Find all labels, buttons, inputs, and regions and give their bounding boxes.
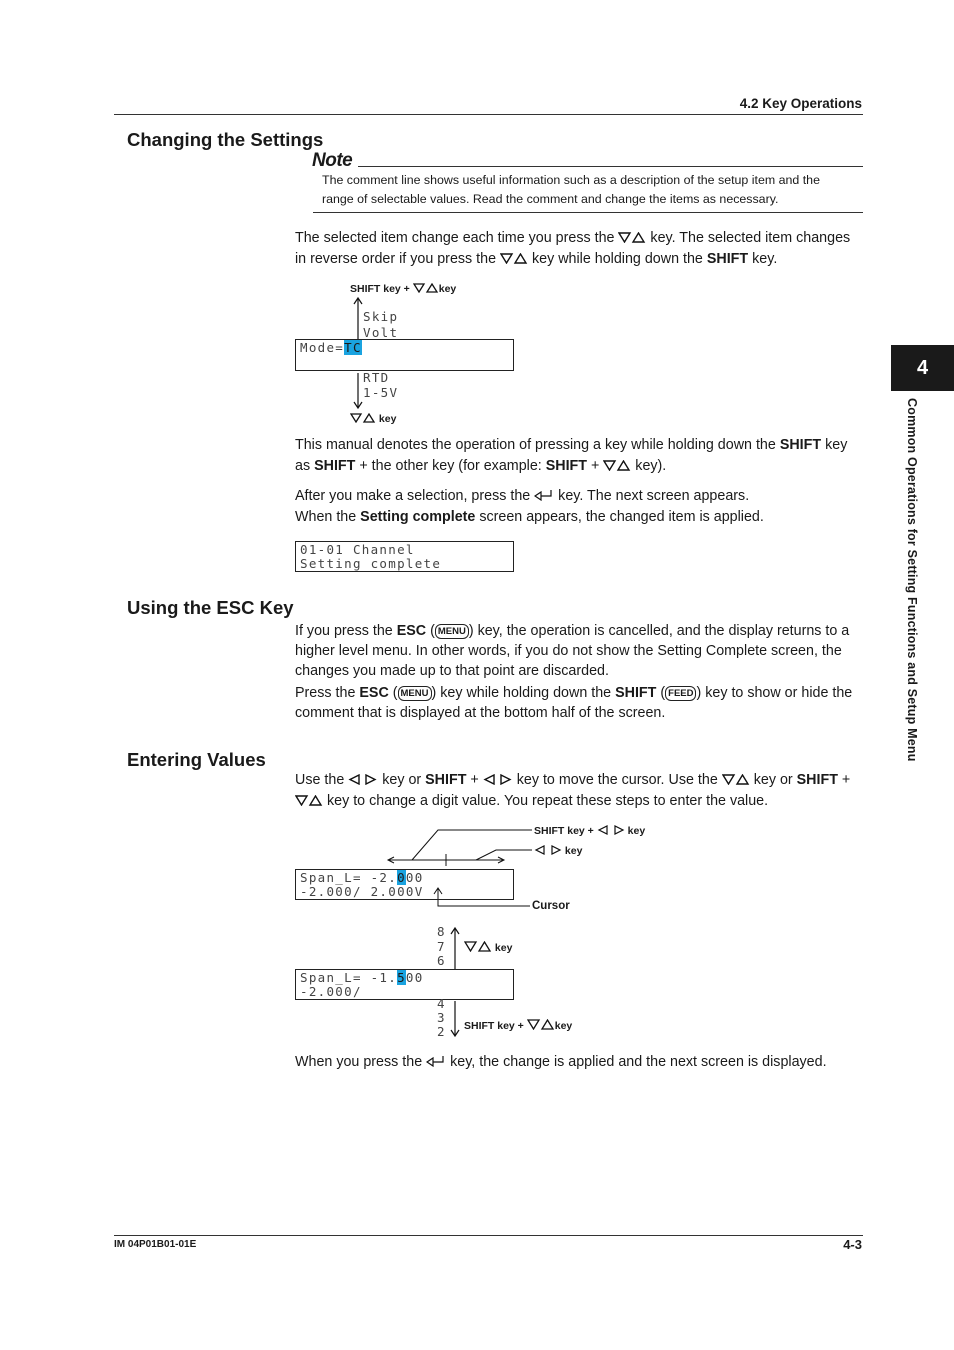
paragraph-apply-change: When you press the key, the change is applied and the next screen is displayed. [295, 1054, 827, 1070]
chapter-side-title: Common Operations for Setting Functions and Setup Menu [905, 398, 919, 762]
footer-rule [114, 1235, 863, 1236]
down-up-keys-icon [603, 458, 631, 474]
note-text: The comment line shows useful information such as a description of the setup item and the range of selectable values. Read the comment and change the items as necessary. [322, 173, 820, 206]
digit-below-1: 4 [437, 996, 446, 1011]
enter-key-icon [534, 488, 554, 504]
digit-above-3: 6 [437, 953, 446, 968]
menu-key-icon: MENU [435, 624, 469, 639]
paragraph-esc-cancel: If you press the ESC ( MENU ) key, the operation is cancelled, and the display returns to a higher level menu. In other words, if you do not show the Setting Complete screen, the changes you made up to that point are discarded. [295, 623, 850, 679]
paragraph-select-item: The selected item change each time you press the key. The selected item changes in reverse order if you press the key while holding down the SHIFT key. [295, 230, 851, 267]
cursor-digit: 0 [397, 870, 406, 885]
header-rule [114, 114, 863, 115]
option-above-1: Skip [363, 309, 399, 324]
arrow-up-icon [449, 926, 461, 970]
paragraph-setting-complete: When the Setting complete screen appears, the changed item is applied. [295, 509, 764, 525]
paragraph-esc-comment: Press the ESC ( MENU ) key while holding down the SHIFT ( FEED ) key to show or hide the comment that is displayed at the bottom half of the screen. [295, 685, 853, 721]
digit-below-3: 2 [437, 1024, 446, 1039]
cursor-label: Cursor [532, 900, 570, 912]
chapter-tab: 4 [891, 345, 954, 391]
heading-entering-values: Entering Values [127, 749, 266, 770]
down-up-keys-icon [500, 251, 528, 267]
digit-above-1: 8 [437, 924, 446, 939]
diagram1-key-label: key [350, 413, 396, 425]
paragraph-shift-notation: This manual denotes the operation of pressing a key while holding down the SHIFT key as SHIFT + the other key (for example: SHIFT + key). [295, 437, 848, 474]
digit-below-2: 3 [437, 1010, 446, 1025]
heading-esc-key: Using the ESC Key [127, 597, 294, 618]
enter-key-icon [426, 1054, 446, 1070]
paragraph-entering-values: Use the key or SHIFT + key to move the cursor. Use the key or SHIFT + key to change a digit value. You repeat these steps to enter the value. [295, 772, 851, 809]
page-number: 4-3 [843, 1237, 862, 1252]
diagram3-shift-label: SHIFT key + key [534, 825, 646, 837]
down-up-keys-icon [350, 413, 376, 425]
option-below-2: 1-5V [363, 385, 399, 400]
diagram3-key-label: key [534, 845, 582, 857]
arrow-down-icon [352, 372, 364, 410]
left-right-keys-icon [348, 772, 378, 788]
left-right-keys-icon [597, 825, 625, 837]
running-header: 4.2 Key Operations [739, 96, 862, 111]
note-rule-bottom [313, 212, 863, 213]
cursor-digit: 5 [397, 970, 406, 985]
left-right-keys-icon [534, 845, 562, 857]
feed-key-icon: FEED [665, 686, 696, 701]
note-title: Note [312, 150, 353, 171]
doc-id: IM 04P01B01-01E [114, 1239, 197, 1250]
diagram3-updown-label: key [464, 941, 512, 954]
option-above-2: Volt [363, 325, 399, 340]
down-up-keys-icon [618, 230, 646, 246]
option-below-1: RTD [363, 370, 390, 385]
arrow-down-icon [449, 1000, 461, 1038]
heading-changing-settings: Changing the Settings [127, 129, 324, 150]
left-right-keys-icon [483, 772, 513, 788]
note-rule-top [358, 166, 863, 167]
down-up-keys-icon [464, 942, 492, 954]
lcd-span-before: Span_L= -2.000 -2.000/ 2.000V [295, 869, 514, 900]
down-up-keys-icon [527, 1020, 555, 1032]
lcd-span-after: Span_L= -1.500 -2.000/ [295, 969, 514, 1000]
diagram3-shift-updown-label: SHIFT key + key [464, 1020, 573, 1032]
paragraph-enter-key: After you make a selection, press the key. The next screen appears. [295, 488, 750, 504]
down-up-keys-icon [295, 793, 323, 809]
diagram1-shift-label: SHIFT key + key [350, 283, 457, 295]
selected-value: TC [344, 340, 362, 355]
menu-key-icon: MENU [398, 686, 432, 701]
digit-above-2: 7 [437, 939, 446, 954]
lcd-mode-display: Mode=TC [295, 339, 514, 371]
down-up-keys-icon [413, 283, 439, 295]
lcd-setting-complete: 01-01 Channel Setting complete [295, 541, 514, 572]
down-up-keys-icon [722, 772, 750, 788]
